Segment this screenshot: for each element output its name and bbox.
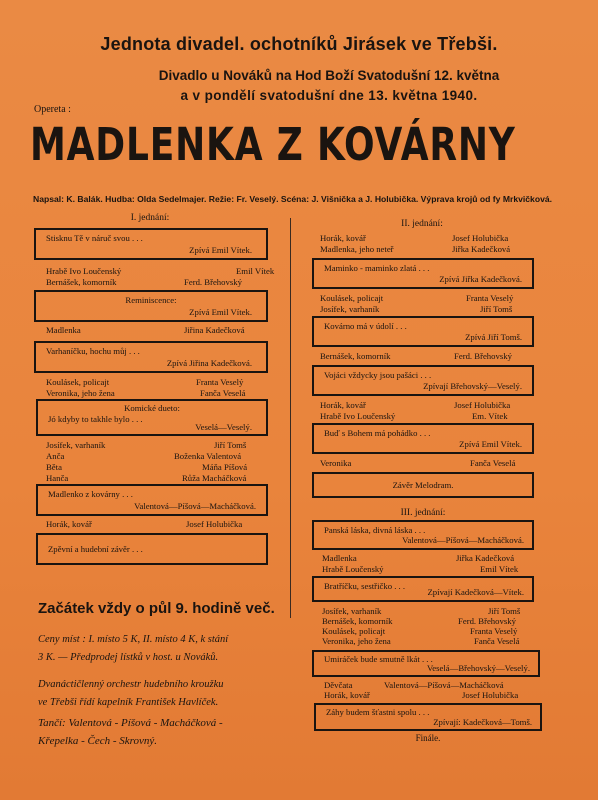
actor: Josef Holubička bbox=[186, 519, 243, 529]
song-title: Varhaníčku, hochu můj . . . bbox=[46, 346, 140, 356]
credits-line: Napsal: K. Balák. Hudba: Olda Sedelmajer. Režie: Fr. Veselý. Scéna: J. Višnička a J. Holubička. Výprava krojů od fy Mrkvičková. bbox=[33, 194, 553, 204]
start-time: Začátek vždy o půl 9. hodině več. bbox=[38, 600, 275, 617]
act2-song-box bbox=[312, 423, 534, 454]
act2-heading: II. jednání: bbox=[401, 219, 443, 229]
song-performer: Valentová—Píšová—Macháčková. bbox=[402, 535, 524, 545]
cast-list bbox=[322, 606, 534, 652]
cast-list bbox=[46, 440, 258, 486]
actor: Boženka Valentová bbox=[174, 451, 242, 461]
actor: Franta Veselý bbox=[466, 293, 514, 303]
prices-line: 3 K. — Předprodej lístků v host. u Nováků. bbox=[38, 652, 219, 663]
act1-duet-box bbox=[36, 399, 268, 436]
song-title: Maminko - maminko zlatá . . . bbox=[324, 263, 430, 273]
role: Hanča bbox=[46, 473, 69, 483]
cast-list bbox=[320, 351, 534, 363]
actor: Ferd. Břehovský bbox=[184, 277, 242, 287]
song-performer: Zpívá Emil Vítek. bbox=[189, 245, 252, 255]
role: Koulásek, policajt bbox=[46, 377, 110, 387]
song-performer: Veselá—Břehovský—Veselý. bbox=[426, 663, 530, 673]
act1-song-box bbox=[34, 290, 268, 322]
actor: Fanča Veselá bbox=[470, 458, 516, 468]
act2-finale-box bbox=[312, 472, 534, 498]
role: Josífek, varhaník bbox=[322, 606, 382, 616]
act3-song-box bbox=[312, 520, 534, 550]
act2-song-box bbox=[312, 365, 534, 396]
role: Veronika, jeho žena bbox=[46, 388, 115, 398]
actor: Jiří Tomš bbox=[480, 304, 513, 314]
actor: Em. Vítek bbox=[472, 411, 508, 421]
role: Horák, kovář bbox=[46, 519, 92, 529]
actor: Jiřka Kadečková bbox=[452, 244, 511, 254]
actor: Josef Holubička bbox=[452, 233, 509, 243]
actor: Josef Holubička bbox=[462, 690, 519, 700]
song-title: Reminiscence: bbox=[125, 295, 177, 305]
role: Madlenka bbox=[322, 553, 357, 563]
role: Koulásek, policajt bbox=[320, 293, 384, 303]
cast-list bbox=[46, 377, 258, 401]
actor: Franta Veselý bbox=[196, 377, 244, 387]
role: Koulásek, policajt bbox=[322, 626, 386, 636]
cast-list bbox=[46, 266, 275, 290]
role: Anča bbox=[46, 451, 65, 461]
duet-label: Komické dueto: bbox=[124, 403, 180, 413]
act2-song-box bbox=[312, 316, 534, 347]
actor: Emil Vítek bbox=[480, 564, 519, 574]
song-title: Bratříčku, sestřičko . . . bbox=[324, 581, 406, 591]
act1-song-box bbox=[36, 484, 268, 516]
finale-label: Finále. bbox=[415, 733, 441, 743]
act1-song-box bbox=[34, 341, 268, 373]
cast-list bbox=[320, 233, 534, 257]
role: Horák, kovář bbox=[324, 690, 370, 700]
role: Horák, kovář bbox=[320, 400, 366, 410]
actor: Ferd. Břehovský bbox=[458, 616, 516, 626]
act3-song-box bbox=[314, 703, 542, 731]
role: Bernášek, komorník bbox=[320, 351, 391, 361]
role: Veronika bbox=[320, 458, 352, 468]
song-title: Kovárno má v údolí . . . bbox=[324, 321, 407, 331]
prices-line: Ceny míst : I. místo 5 K, II. místo 4 K, k stání bbox=[38, 634, 229, 645]
song-title: Stisknu Tě v náruč svou . . . bbox=[46, 233, 143, 243]
cast-list bbox=[322, 553, 534, 577]
role: Josífek, varhaník bbox=[46, 440, 106, 450]
column-divider bbox=[290, 218, 291, 618]
song-title: Záhy budem šťastni spolu . . . bbox=[326, 707, 430, 717]
actor: Máňa Píšová bbox=[202, 462, 248, 472]
song-title: Madlenko z kovárny . . . bbox=[48, 489, 133, 499]
dancers-line: Křepelka - Čech - Skrovný. bbox=[38, 735, 158, 747]
song-performer: Valentová—Píšová—Macháčková. bbox=[134, 501, 256, 511]
dancers-line: Tančí: Valentová - Píšová - Macháčková - bbox=[38, 717, 223, 729]
actor: Ferd. Břehovský bbox=[454, 351, 512, 361]
role: Bernášek, komorník bbox=[322, 616, 393, 626]
actor: Valentová—Píšová—Macháčková bbox=[384, 680, 504, 690]
actor: Růža Macháčková bbox=[182, 473, 247, 483]
act1-song-box bbox=[34, 228, 268, 260]
song-performer: Zpívají Břehovský—Veselý. bbox=[423, 381, 522, 391]
cast-list bbox=[46, 325, 258, 337]
actor: Emil Vítek bbox=[236, 266, 275, 276]
cast-list bbox=[320, 400, 534, 424]
actor: Josef Holubička bbox=[454, 400, 511, 410]
role: Hrabě Ivo Loučenský bbox=[46, 266, 122, 276]
role: Josífek, varhaník bbox=[320, 304, 380, 314]
second-date-line: a v pondělí svatodušní dne 13. května 1940. bbox=[180, 88, 478, 103]
song-title: Jó kdyby to takhle bylo . . . bbox=[48, 414, 143, 424]
song-performer: Veselá—Veselý. bbox=[195, 422, 252, 432]
role: Madlenka bbox=[46, 325, 81, 335]
organization-heading: Jednota divadel. ochotníků Jirásek ve Třebši. bbox=[100, 34, 498, 54]
song-performer: Zpívá Jiří Tomš. bbox=[465, 332, 522, 342]
role: Bernášek, komorník bbox=[46, 277, 117, 287]
actor: Jiřka Kadečková bbox=[456, 553, 515, 563]
actor: Jiří Tomš bbox=[214, 440, 247, 450]
song-title: Zpěvní a hudební závěr . . . bbox=[48, 544, 143, 554]
role: Hrabě Loučenský bbox=[322, 564, 384, 574]
act2-song-box bbox=[312, 258, 534, 289]
actor: Jiří Tomš bbox=[488, 606, 521, 616]
cast-list bbox=[46, 519, 258, 531]
song-title: Umiráček bude smutně lkát . . . bbox=[324, 654, 433, 664]
orchestra-line: ve Třebši řídí kapelník František Havlíček. bbox=[38, 697, 219, 708]
play-title: MADLENKA Z KOVÁRNY bbox=[30, 118, 516, 171]
role: Madlenka, jeho neteř bbox=[320, 244, 394, 254]
actor: Franta Veselý bbox=[470, 626, 518, 636]
act1-heading: I. jednání: bbox=[130, 213, 170, 223]
song-performer: Zpívají: Kadečková—Tomš. bbox=[433, 717, 532, 727]
orchestra-line: Dvanáctičlenný orchestr hudebního kroužku bbox=[38, 679, 224, 690]
venue-date-line: Divadlo u Nováků na Hod Boží Svatodušní 12. května bbox=[158, 68, 500, 83]
act1-finale-box bbox=[36, 533, 268, 565]
genre-label: Opereta : bbox=[34, 104, 71, 115]
song-title: Panská láska, divná láska . . . bbox=[324, 525, 426, 535]
song-performer: Zpívá Emil Vítek. bbox=[459, 439, 522, 449]
act3-song-box bbox=[312, 576, 534, 602]
song-title: Buď s Bohem má pohádko . . . bbox=[324, 428, 431, 438]
actor: Fanča Veselá bbox=[200, 388, 246, 398]
actor: Jiřina Kadečková bbox=[184, 325, 245, 335]
song-performer: Zpívají Kadečková—Vítek. bbox=[427, 587, 524, 597]
role: Horák, kovář bbox=[320, 233, 366, 243]
song-title: Závěr Melodram. bbox=[392, 480, 454, 490]
actor: Fanča Veselá bbox=[474, 636, 520, 646]
act3-heading: III. jednání: bbox=[400, 508, 446, 518]
cast-list bbox=[324, 680, 536, 702]
act3-song-box bbox=[312, 650, 540, 677]
cast-list bbox=[320, 458, 534, 470]
song-performer: Zpívá Emil Vítek. bbox=[189, 307, 252, 317]
role: Hrabě Ivo Loučenský bbox=[320, 411, 396, 421]
song-title: Vojáci vždycky jsou pašáci . . . bbox=[324, 370, 432, 380]
role: Děvčata bbox=[324, 680, 353, 690]
cast-list bbox=[320, 293, 534, 317]
role: Veronika, jeho žena bbox=[322, 636, 391, 646]
song-performer: Zpívá Jiřina Kadečková. bbox=[166, 358, 252, 368]
song-performer: Zpívá Jiřka Kadečková. bbox=[439, 274, 522, 284]
role: Běta bbox=[46, 462, 62, 472]
